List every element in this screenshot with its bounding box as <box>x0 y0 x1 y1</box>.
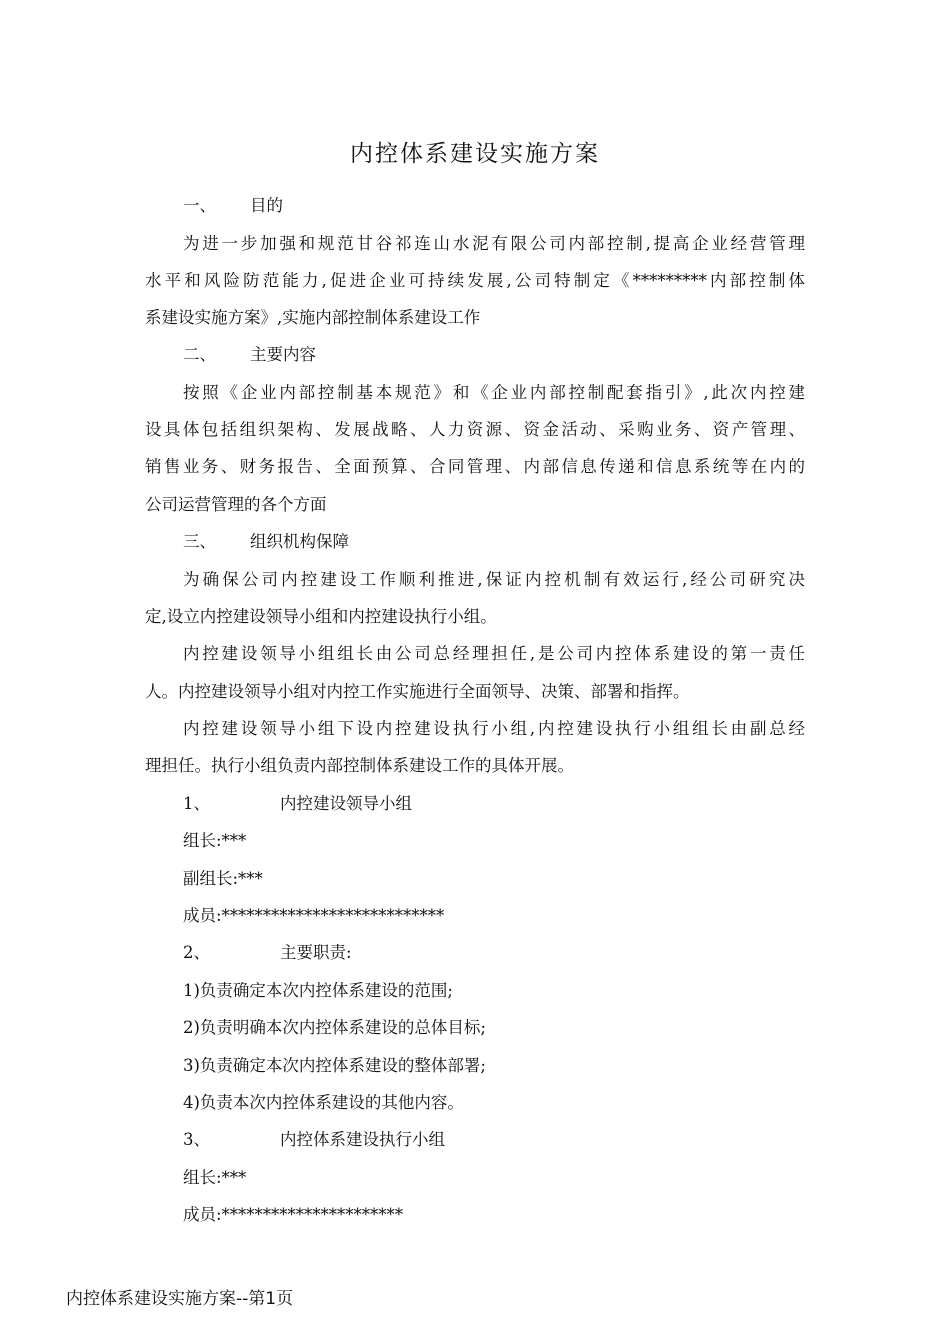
section-title: 主要内容 <box>250 345 316 364</box>
subsection-title: 内控建设领导小组 <box>280 794 412 813</box>
paragraph-line: 为确保公司内控建设工作顺利推进,保证内控机制有效运行,经公司研究决 <box>183 570 805 589</box>
duty-item: 2)负责明确本次内控体系建设的总体目标; <box>183 1018 486 1037</box>
members-line: 成员:********************** <box>183 1205 404 1224</box>
paragraph-line: 公司运营管理的各个方面 <box>145 495 327 514</box>
subsection-number: 2、 <box>183 943 210 962</box>
subsection-number: 3、 <box>183 1130 210 1149</box>
section-title: 组织机构保障 <box>250 532 349 551</box>
subsection-number: 1、 <box>183 794 210 813</box>
duty-item: 3)负责确定本次内控体系建设的整体部署; <box>183 1056 486 1075</box>
section-title: 目的 <box>250 196 283 215</box>
duty-item: 1)负责确定本次内控体系建设的范围; <box>183 981 453 1000</box>
paragraph-line: 定,设立内控建设领导小组和内控建设执行小组。 <box>145 607 497 626</box>
duty-item: 4)负责本次内控体系建设的其他内容。 <box>183 1093 464 1112</box>
paragraph-line: 内控建设领导小组组长由公司总经理担任,是公司内控体系建设的第一责任 <box>183 644 805 663</box>
paragraph-line: 人。内控建设领导小组对内控工作实施进行全面领导、决策、部署和指挥。 <box>145 682 690 701</box>
leader-line: 组长:*** <box>183 1168 247 1187</box>
section-number: 三、 <box>183 532 216 551</box>
members-line: 成员:*************************** <box>183 906 445 925</box>
paragraph-line: 理担任。执行小组负责内部控制体系建设工作的具体开展。 <box>145 756 574 775</box>
document-title: 内控体系建设实施方案 <box>350 141 600 167</box>
subsection-title: 主要职责: <box>280 943 352 962</box>
subsection-title: 内控体系建设执行小组 <box>280 1130 445 1149</box>
section-number: 二、 <box>183 345 216 364</box>
paragraph-line: 系建设实施方案》,实施内部控制体系建设工作 <box>145 308 481 327</box>
paragraph-line: 销售业务、财务报告、全面预算、合同管理、内部信息传递和信息系统等在内的 <box>145 457 805 476</box>
leader-line: 组长:*** <box>183 831 247 850</box>
paragraph-line: 内控建设领导小组下设内控建设执行小组,内控建设执行小组组长由副总经 <box>183 719 805 738</box>
vice-leader-line: 副组长:*** <box>183 869 263 888</box>
paragraph-line: 为进一步加强和规范甘谷祁连山水泥有限公司内部控制,提高企业经营管理 <box>183 234 805 253</box>
page-footer: 内控体系建设实施方案--第1页 <box>66 1289 294 1309</box>
section-number: 一、 <box>183 196 216 215</box>
paragraph-line: 按照《企业内部控制基本规范》和《企业内部控制配套指引》,此次内控建 <box>183 383 805 402</box>
paragraph-line: 设具体包括组织架构、发展战略、人力资源、资金活动、采购业务、资产管理、 <box>145 420 805 439</box>
paragraph-line: 水平和风险防范能力,促进企业可持续发展,公司特制定《*********内部控制体 <box>145 271 805 290</box>
